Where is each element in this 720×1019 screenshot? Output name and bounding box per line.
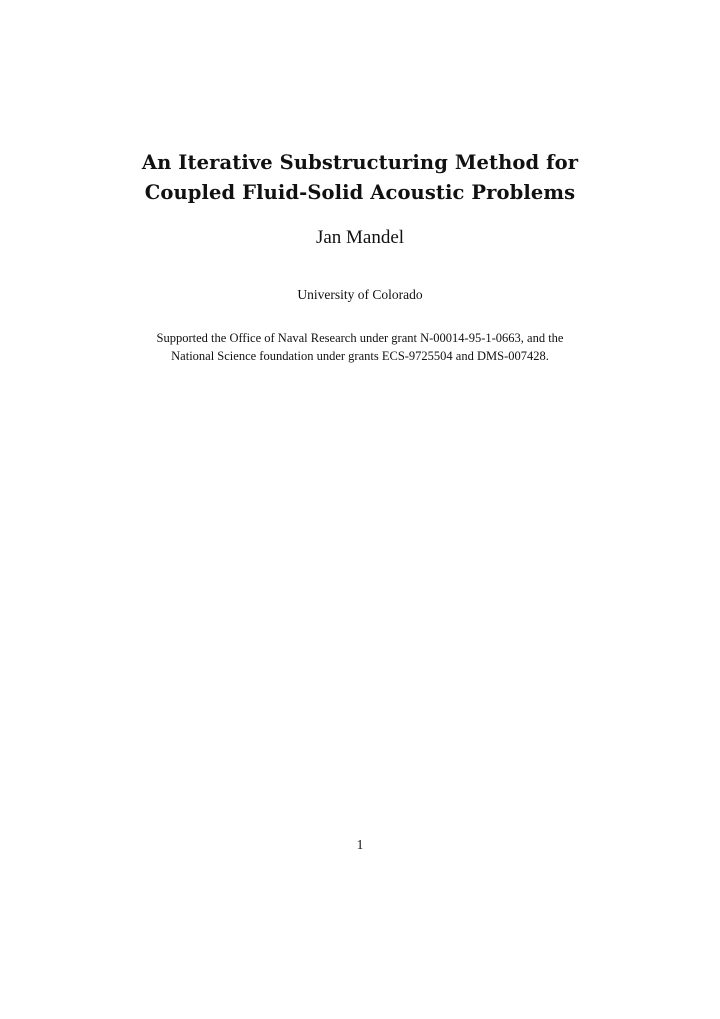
funding-acknowledgment bbox=[0, 329, 720, 365]
page-number: 1 bbox=[356, 837, 364, 852]
funding-line-1: Supported the Office of Naval Research under grant N-00014-95-1-0663, and the bbox=[156, 331, 564, 345]
author-name: Jan Mandel bbox=[315, 227, 405, 248]
paper-title bbox=[0, 148, 720, 208]
paper-title-line-1: An Iterative Substructuring Method for bbox=[141, 151, 579, 174]
paper-title-line-2: Coupled Fluid-Solid Acoustic Problems bbox=[144, 181, 576, 204]
author-affiliation: University of Colorado bbox=[297, 287, 423, 302]
funding-line-2: National Science foundation under grants ECS-9725504 and DMS-007428. bbox=[171, 349, 549, 363]
